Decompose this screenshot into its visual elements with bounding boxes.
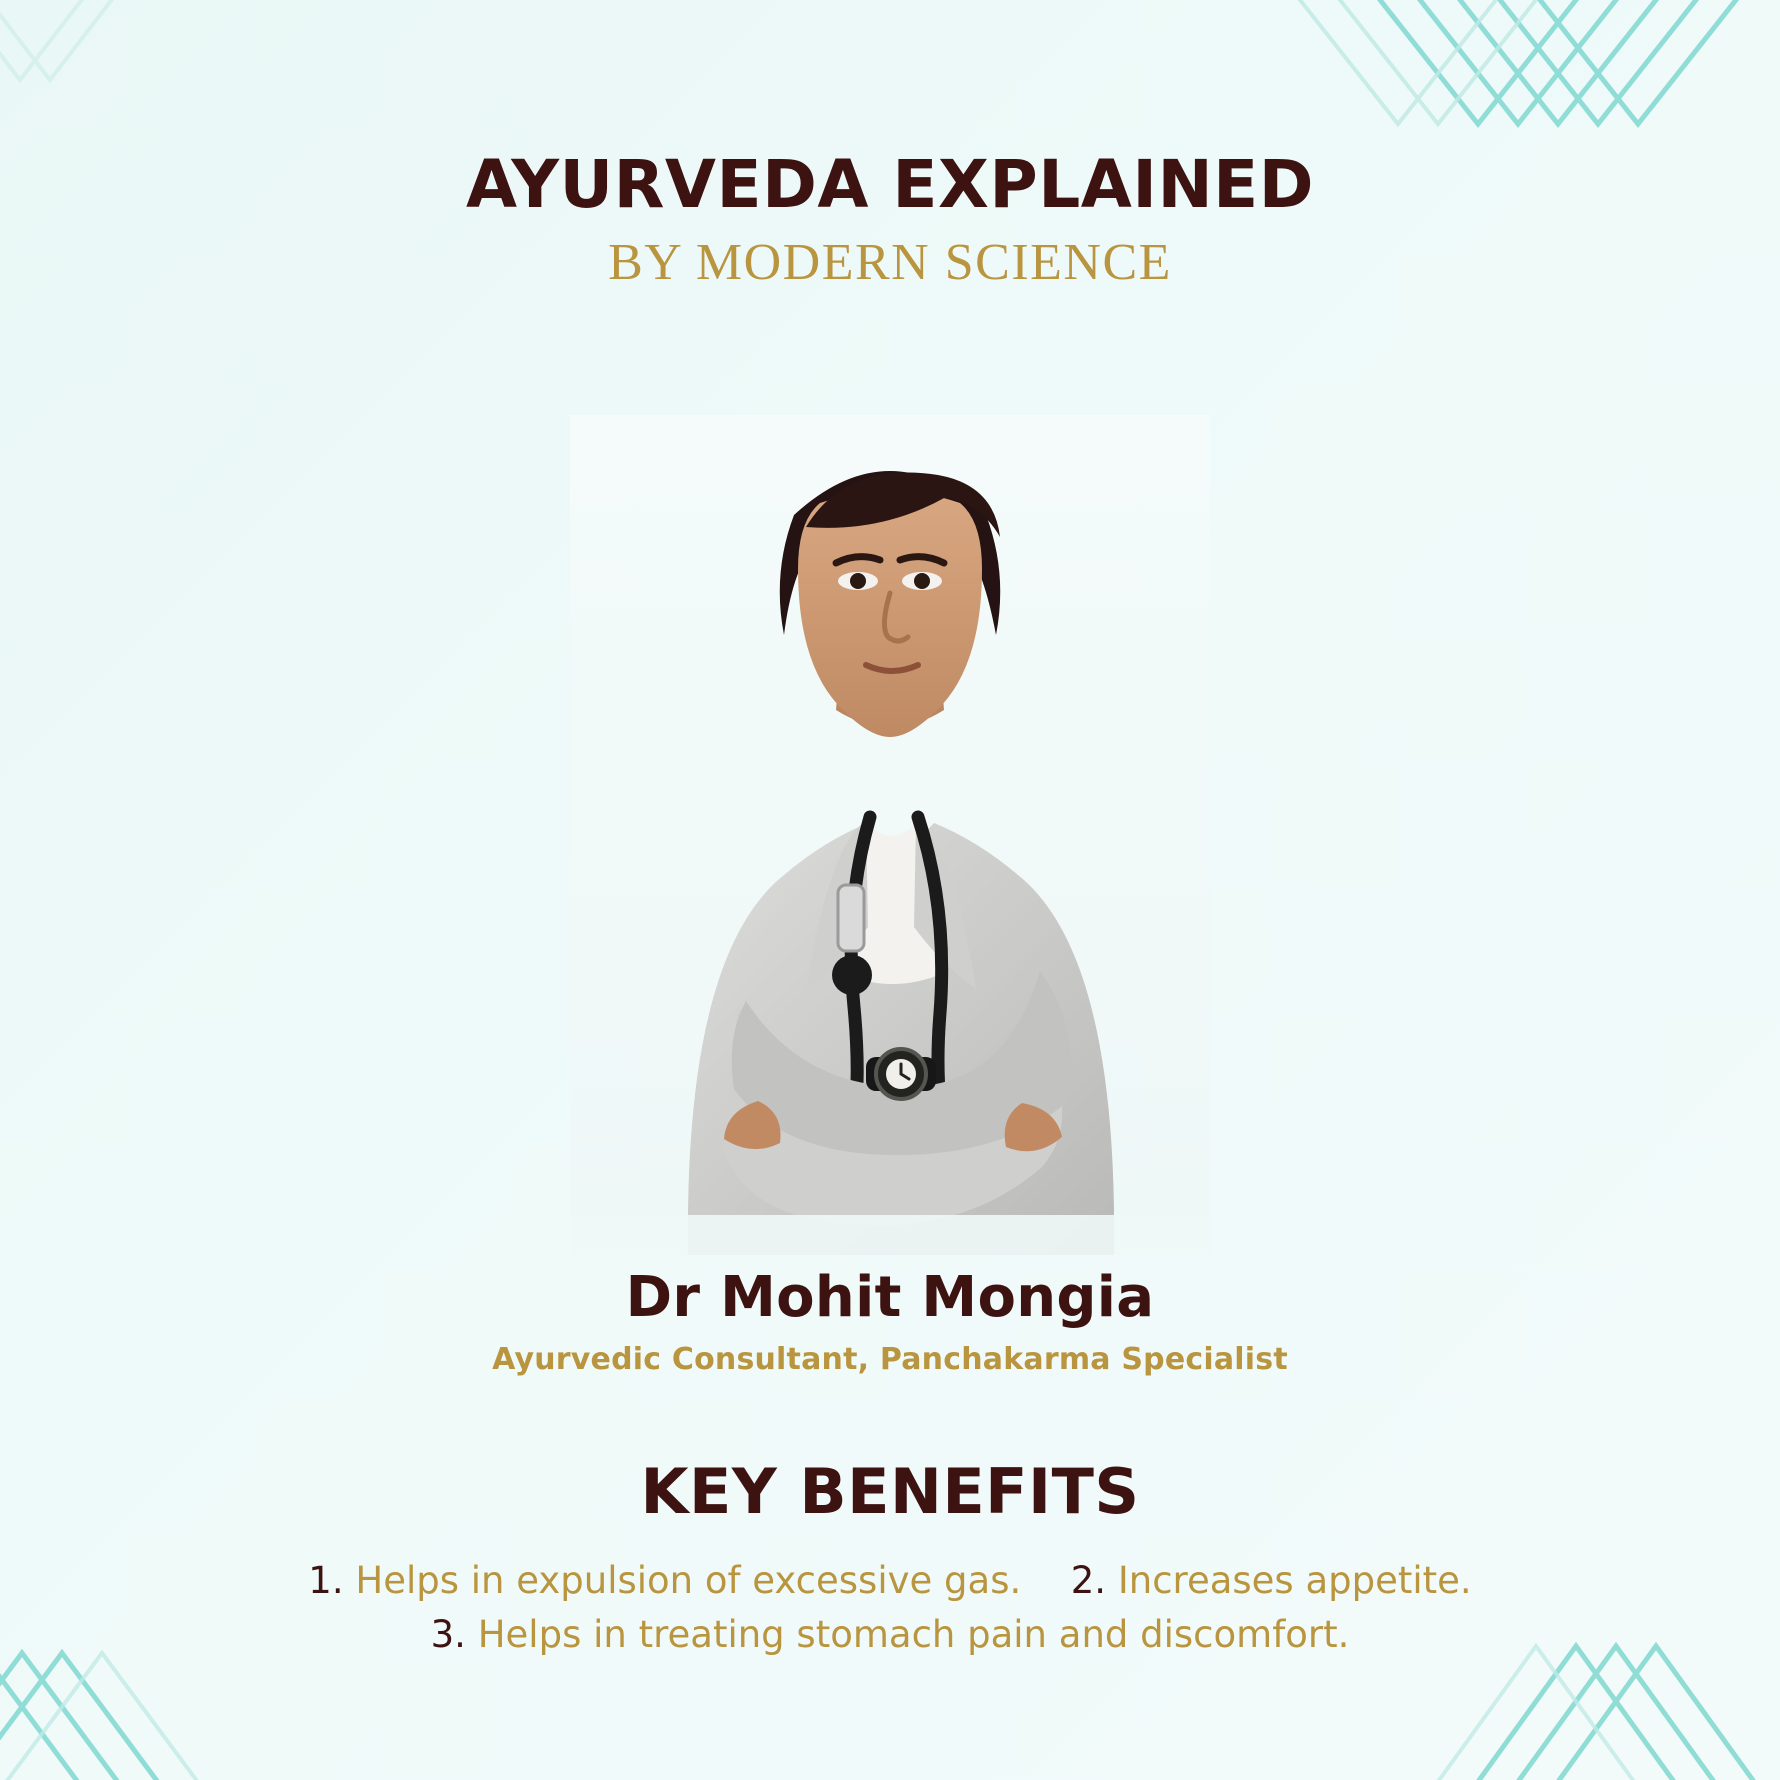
corner-chevron-top-left-icon — [0, 0, 160, 120]
doctor-role: Ayurvedic Consultant, Panchakarma Specialist — [492, 1342, 1288, 1377]
benefit-text-2: Increases appetite. — [1117, 1559, 1472, 1602]
page-title: AYURVEDA EXPLAINED — [465, 146, 1315, 223]
benefit-text-3: Helps in treating stomach pain and discomfort. — [477, 1612, 1350, 1656]
corner-chevron-top-right-icon — [1228, 0, 1780, 164]
poster-header — [0, 146, 1780, 292]
key-benefits-heading: KEY BENEFITS — [640, 1455, 1140, 1528]
page-subtitle: BY MODERN SCIENCE — [608, 234, 1172, 292]
benefit-text-1: Helps in expulsion of excessive gas. — [355, 1559, 1022, 1602]
key-benefits-list — [0, 1554, 1780, 1661]
key-benefits-section — [0, 1455, 1780, 1661]
list-item — [0, 1554, 1780, 1608]
benefit-number-1: 1. — [308, 1559, 344, 1602]
doctor-photo — [570, 415, 1210, 1255]
doctor-name: Dr Mohit Mongia — [625, 1265, 1155, 1330]
benefit-number-2: 2. — [1070, 1559, 1107, 1602]
benefit-number-3: 3. — [430, 1612, 466, 1656]
doctor-name-block — [0, 1265, 1780, 1377]
list-item — [0, 1608, 1780, 1662]
